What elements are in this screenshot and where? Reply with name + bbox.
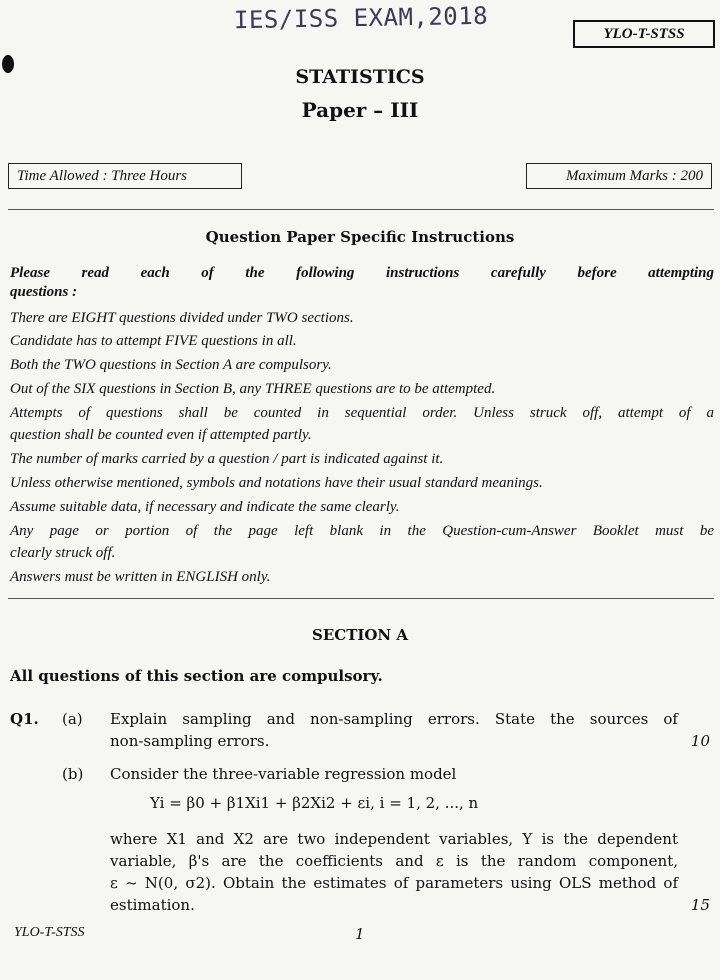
part-b-text: estimation. (110, 896, 195, 914)
regression-equation: Yi = β0 + β1Xi1 + β2Xi2 + εi, i = 1, 2, ..., n (150, 794, 479, 812)
part-a-label: (a) (62, 710, 83, 728)
footer-paper-code: YLO-T-STSS (14, 925, 85, 940)
instruction-item: clearly struck off. (10, 545, 116, 561)
instruction-item: question shall be counted even if attempted partly. (10, 427, 312, 443)
part-b-intro: Consider the three-variable regression model (110, 765, 457, 783)
instruction-item: The number of marks carried by a question / part is indicated against it. (10, 451, 444, 467)
instructions-lead: Please read each of the following instructions carefully before attempting (10, 265, 714, 281)
part-b-label: (b) (62, 765, 84, 783)
max-marks-box: Maximum Marks : 200 (526, 163, 712, 189)
instructions-lead-cont: questions : (10, 284, 78, 300)
paper-code-box: YLO-T-STSS (573, 20, 715, 48)
part-b-text: ε ~ N(0, σ2). Obtain the estimates of parameters using OLS method of (110, 874, 678, 892)
instruction-item: Attempts of questions shall be counted in sequential order. Unless struck off, attempt of a (10, 405, 714, 421)
section-note: All questions of this section are compulsory. (10, 667, 383, 685)
instructions-heading: Question Paper Specific Instructions (205, 228, 515, 246)
time-allowed-box: Time Allowed : Three Hours (8, 163, 242, 189)
instruction-item: Assume suitable data, if necessary and indicate the same clearly. (10, 499, 400, 515)
instruction-item: There are EIGHT questions divided under TWO sections. (10, 310, 354, 326)
question-number: Q1. (10, 710, 39, 728)
divider-bottom (8, 598, 714, 599)
instruction-item: Any page or portion of the page left blank in the Question-cum-Answer Booklet must be (10, 523, 714, 539)
part-a-text: non-sampling errors. (110, 732, 270, 750)
part-b-text: where X1 and X2 are two independent variables, Y is the dependent (110, 830, 678, 848)
part-a-marks: 10 (690, 732, 710, 750)
instruction-item: Unless otherwise mentioned, symbols and notations have their usual standard meanings. (10, 475, 543, 491)
handwritten-exam-label: IES/ISS EXAM,2018 (233, 1, 489, 35)
page-number: 1 (355, 925, 365, 943)
part-a-text: Explain sampling and non-sampling errors. State the sources of (110, 710, 678, 728)
section-title: SECTION A (311, 626, 409, 644)
instruction-item: Out of the SIX questions in Section B, any THREE questions are to be attempted. (10, 381, 496, 397)
instruction-item: Answers must be written in ENGLISH only. (10, 569, 271, 585)
instruction-item: Candidate has to attempt FIVE questions in all. (10, 333, 297, 349)
paper-title: Paper – III (301, 98, 419, 122)
divider-top (8, 209, 714, 210)
subject-title: STATISTICS (295, 66, 425, 88)
part-b-text: variable, β's are the coefficients and ε is the random component, (110, 852, 678, 870)
instruction-item: Both the TWO questions in Section A are compulsory. (10, 357, 332, 373)
part-b-marks: 15 (690, 896, 710, 914)
